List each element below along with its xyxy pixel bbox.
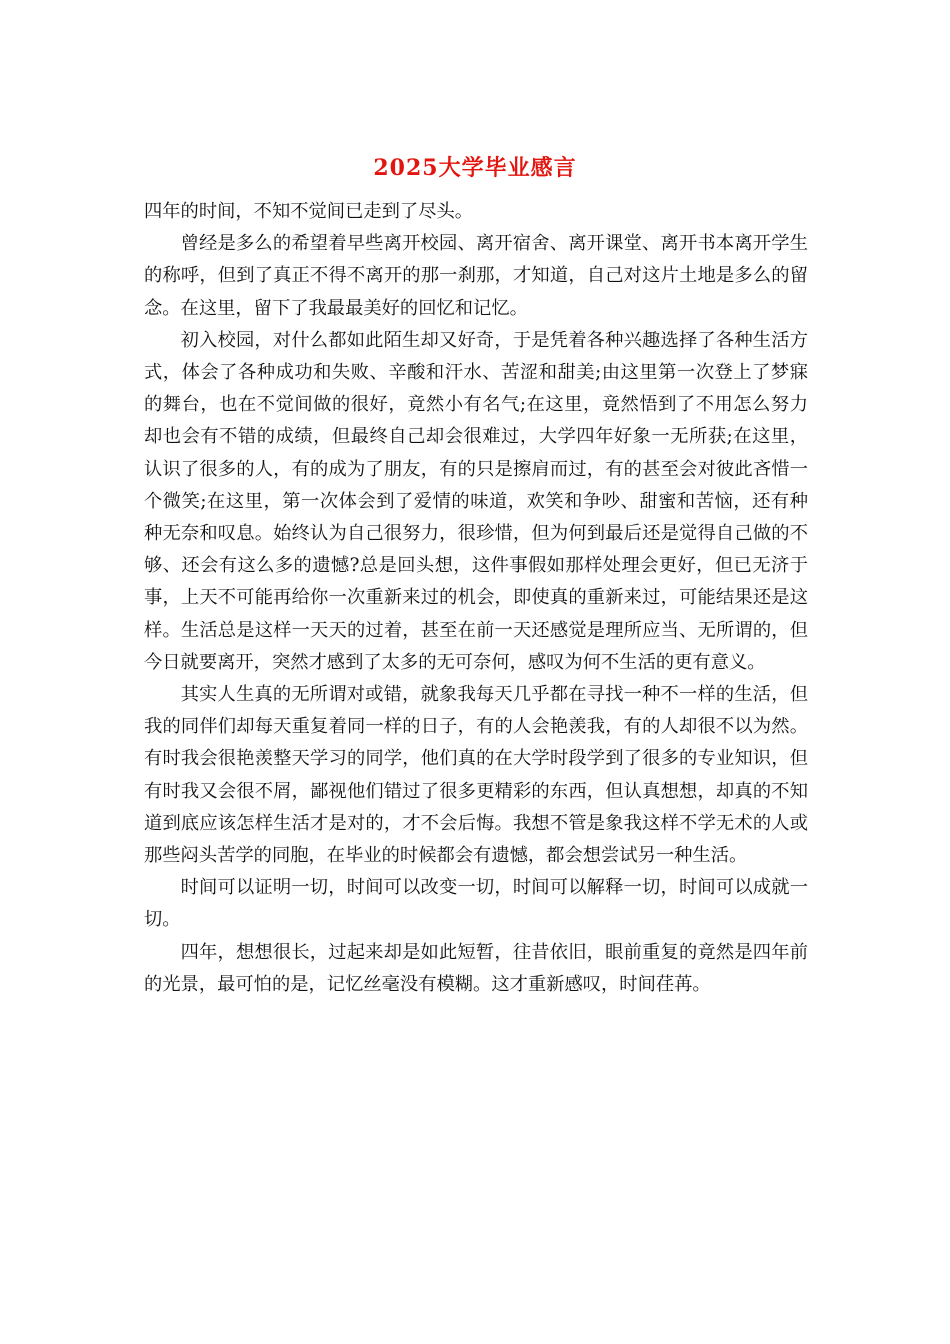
document-body <box>144 196 808 1001</box>
paragraph-3: 初入校园，对什么都如此陌生却又好奇，于是凭着各种兴趣选择了各种生活方式，体会了各种成功和失败、辛酸和汗水、苦涩和甜美;由这里第一次登上了梦寐的舞台，也在不觉间做的很好，竟然小有名气;在这里，竟然悟到了不用怎么努力却也会有不错的成绩，但最终自己却会很难过，大学四年好象一无所获;在这里，认识了很多的人，有的成为了朋友，有的只是擦肩而过，有的甚至会对彼此吝惜一个微笑;在这里，第一次体会到了爱情的味道，欢笑和争吵、甜蜜和苦恼，还有种种无奈和叹息。始终认为自己很努力，很珍惜，但为何到最后还是觉得自己做的不够、还会有这么多的遗憾?总是回头想，这件事假如那样处理会更好，但已无济于事，上天不可能再给你一次重新来过的机会，即使真的重新来过，可能结果还是这样。生活总是这样一天天的过着，甚至在前一天还感觉是理所应当、无所谓的，但今日就要离开，突然才感到了太多的无可奈何，感叹为何不生活的更有意义。 <box>144 329 808 673</box>
paragraph-2: 曾经是多么的希望着早些离开校园、离开宿舍、离开课堂、离开书本离开学生的称呼，但到了真正不得不离开的那一刹那，才知道，自己对这片土地是多么的留念。在这里，留下了我最最美好的回忆和记忆。 <box>144 233 808 319</box>
document-title: 2025大学毕业感言 <box>373 155 577 181</box>
paragraph-4: 其实人生真的无所谓对或错，就象我每天几乎都在寻找一种不一样的生活，但我的同伴们却每天重复着同一样的日子，有的人会艳羡我，有的人却很不以为然。有时我会很艳羡整天学习的同学，他们真的在大学时段学到了很多的专业知识，但有时我又会很不屑，鄙视他们错过了很多更精彩的东西，但认真想想，却真的不知道到底应该怎样生活才是对的，才不会后悔。我想不管是象我这样不学无术的人或那些闷头苦学的同胞，在毕业的时候都会有遗憾，都会想尝试另一种生活。 <box>144 684 808 867</box>
paragraph-1: 四年的时间，不知不觉间已走到了尽头。 <box>144 201 474 222</box>
paragraph-6: 四年，想想很长，过起来却是如此短暂，往昔依旧，眼前重复的竟然是四年前的光景，最可怕的是，记忆丝毫没有模糊。这才重新感叹，时间荏苒。 <box>144 941 808 995</box>
paragraph-5: 时间可以证明一切，时间可以改变一切，时间可以解释一切，时间可以成就一切。 <box>144 877 808 931</box>
